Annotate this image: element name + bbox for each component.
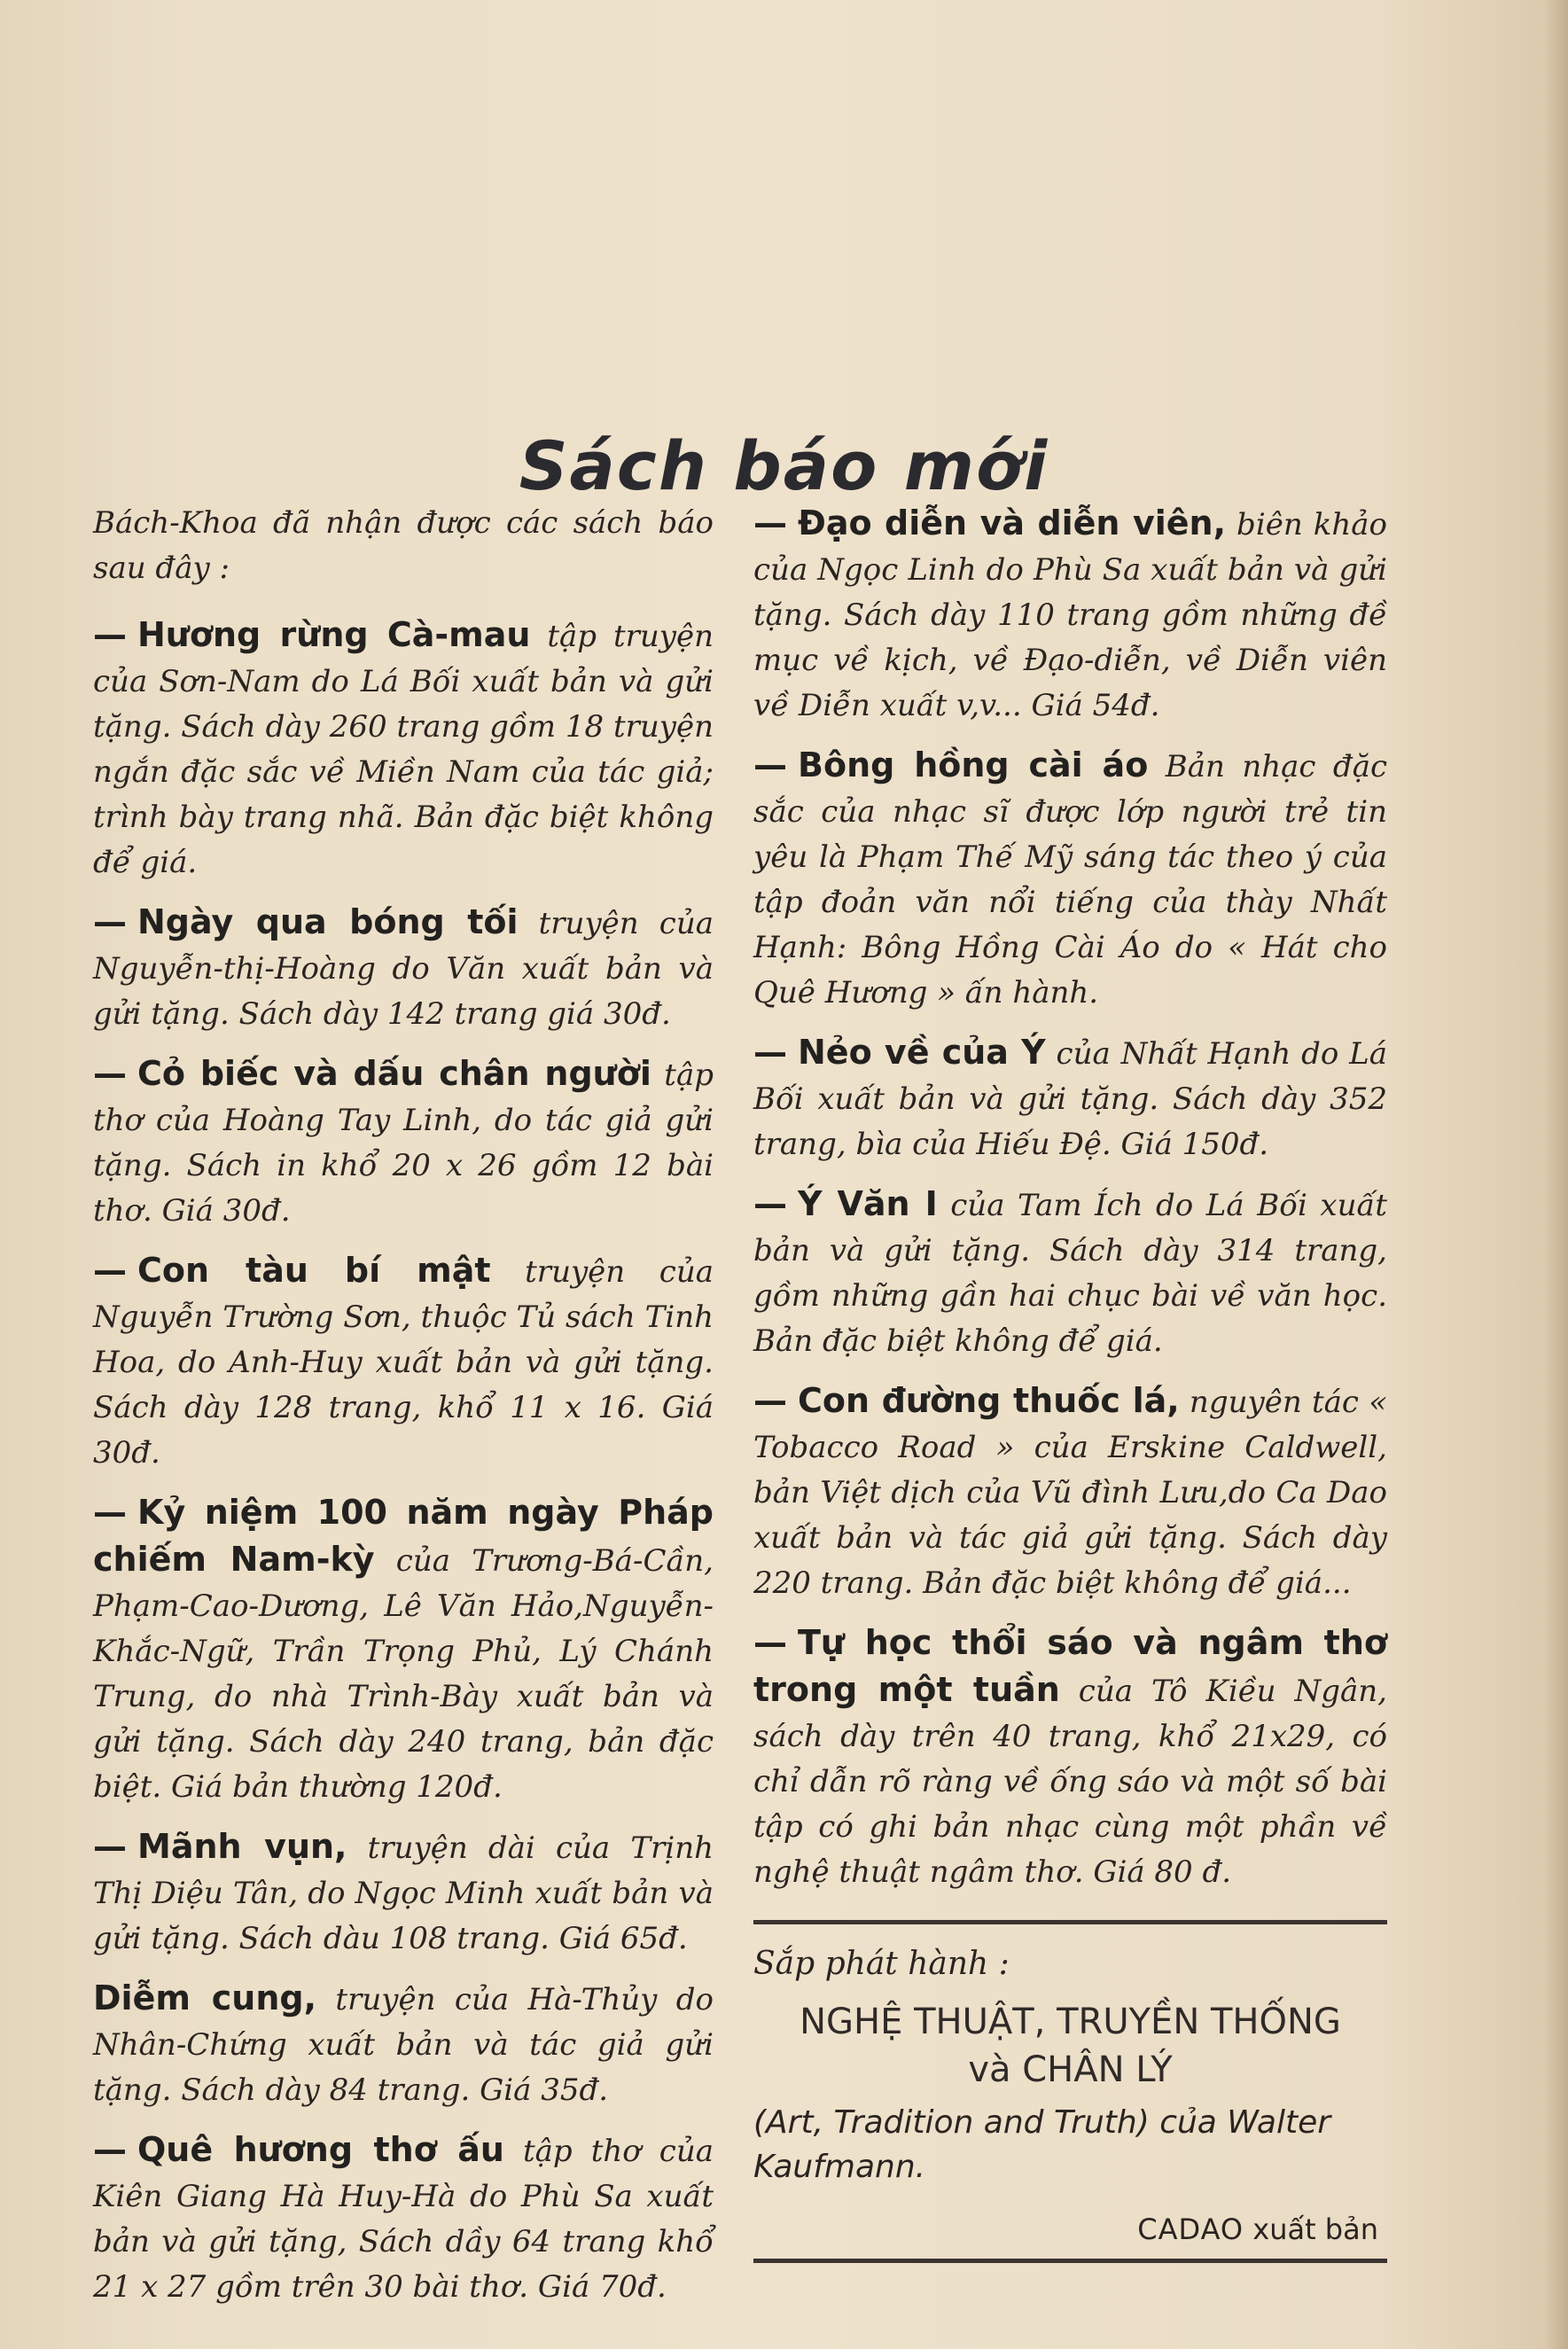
book-entry <box>93 1248 714 1476</box>
left-column <box>93 501 714 2324</box>
book-entry <box>93 2127 714 2310</box>
entry-dash: — <box>753 1033 787 1072</box>
book-entry <box>93 1490 714 1810</box>
entry-dash: — <box>93 615 127 654</box>
intro-text: Bách-Khoa đã nhận được các sách báo sau đây : <box>93 505 714 586</box>
book-description: truyện của Nguyễn Trường Sơn, thuộc Tủ sách Tinh Hoa, do Anh-Huy xuất bản và gửi tặng. Sách dày 128 trang, khổ 11 x 16. Giá 30đ. <box>93 1254 714 1471</box>
book-title: Kỷ niệm 100 năm ngày Pháp chiếm Nam-kỳ <box>93 1493 714 1579</box>
upcoming-english-title: (Art, Tradition and Truth) của Walter Kaufmann. <box>753 2104 1331 2185</box>
book-entry-text <box>93 613 714 886</box>
book-entry <box>93 1051 714 1234</box>
upcoming-title-line2: và CHÂN LÝ <box>968 2049 1173 2090</box>
publisher-credit <box>753 2212 1378 2246</box>
book-entry-text <box>753 1030 1387 1167</box>
book-entry-text <box>753 1620 1387 1895</box>
book-entry <box>753 1378 1387 1606</box>
entry-dash: — <box>753 1623 787 1662</box>
book-entry-text <box>93 1976 714 2113</box>
book-title: Hương rừng Cà-mau <box>137 615 531 654</box>
right-column <box>753 501 1387 2263</box>
upcoming-label: Sắp phát hành : <box>753 1946 1010 1982</box>
book-entry-text <box>93 1824 714 1962</box>
book-description: truyện dài của Trịnh Thị Diệu Tân, do Ngọc Minh xuất bản và gửi tặng. Sách dàu 108 trang. Giá 65đ. <box>93 1830 714 1956</box>
divider-rule <box>753 1920 1387 1924</box>
book-entry-text <box>753 1378 1387 1606</box>
entry-dash: — <box>753 1184 787 1223</box>
entry-dash: — <box>93 1251 127 1290</box>
publisher-suffix: xuất bản <box>1244 2212 1378 2246</box>
page-title: Sách báo mới <box>519 425 1049 505</box>
book-entry <box>93 1824 714 1962</box>
entry-dash: — <box>93 1827 127 1866</box>
book-title: Quê hương thơ ấu <box>137 2130 504 2169</box>
entry-dash: — <box>753 745 787 784</box>
book-entry-text <box>753 1182 1387 1364</box>
book-entry <box>93 613 714 886</box>
book-entry <box>753 1030 1387 1167</box>
entry-dash: — <box>753 1381 787 1420</box>
book-description: của Nhất Hạnh do Lá Bối xuất bản và gửi tặng. Sách dày 352 trang, bìa của Hiếu Đệ. Giá 150đ. <box>753 1036 1387 1162</box>
book-entry-text <box>753 501 1387 729</box>
book-title: Nẻo về của Ý <box>798 1033 1046 1072</box>
book-title: Diễm cung, <box>93 1978 317 2017</box>
book-title: Con đường thuốc lá, <box>798 1381 1180 1420</box>
upcoming-section <box>753 1946 1387 2263</box>
upcoming-title-line1: NGHỆ THUẬT, TRUYỀN THỐNG <box>800 2002 1341 2042</box>
entry-dash: — <box>93 2130 127 2169</box>
book-description: của Tô Kiều Ngân, sách dày trên 40 trang, khổ 21x29, có chỉ dẫn rõ ràng về ống sáo và một số bài tập có ghi bản nhạc cùng một phần về nghệ thuật ngâm thơ. Giá 80 đ. <box>753 1674 1387 1890</box>
book-description: tập thơ của Hoàng Tay Linh, do tác giả gửi tặng. Sách in khổ 20 x 26 gồm 12 bài thơ. Giá 30đ. <box>93 1057 714 1229</box>
book-title: Ý Văn I <box>798 1184 938 1223</box>
left-entry-list <box>93 613 714 2310</box>
book-title: Cỏ biếc và dấu chân người <box>137 1054 651 1093</box>
book-entry <box>753 743 1387 1016</box>
book-description: truyện của Nguyễn-thị-Hoàng do Văn xuất bản và gửi tặng. Sách dày 142 trang giá 30đ. <box>93 906 714 1032</box>
entry-dash: — <box>753 503 787 542</box>
book-entry-text <box>93 900 714 1037</box>
book-description: tập thơ của Kiên Giang Hà Huy-Hà do Phù Sa xuất bản và gửi tặng, Sách dầy 64 trang khổ 21 x 27 gồm trên 30 bài thơ. Giá 70đ. <box>93 2134 714 2305</box>
book-entry-text <box>93 2127 714 2310</box>
book-entry-text <box>93 1490 714 1810</box>
book-description: nguyên tác « Tobacco Road » của Erskine Caldwell, bản Việt dịch của Vũ đình Lưu,do Ca Dao xuất bản và tác giả gửi tặng. Sách dày 220 trang. Bản đặc biệt không để giá... <box>753 1385 1387 1601</box>
book-entry-text <box>93 1051 714 1234</box>
book-description: của Trương-Bá-Cần, Phạm-Cao-Dương, Lê Văn Hảo,Nguyễn-Khắc-Ngữ, Trần Trọng Phủ, Lý Chánh Trung, do nhà Trình-Bày xuất bản và gửi tặng. Sách dày 240 trang, bản đặc biệt. Giá bản thường 120đ. <box>93 1543 714 1805</box>
book-entry <box>753 1620 1387 1895</box>
entry-dash: — <box>93 1493 127 1532</box>
book-entry <box>753 501 1387 729</box>
book-title: Mãnh vụn, <box>137 1827 347 1866</box>
page-edge-shadow <box>1543 0 1568 2349</box>
book-description: truyện của Hà-Thủy do Nhân-Chứng xuất bản và tác giả gửi tặng. Sách dày 84 trang. Giá 35đ. <box>93 1982 714 2108</box>
book-entry <box>753 1182 1387 1364</box>
book-entry <box>93 900 714 1037</box>
right-entry-list <box>753 501 1387 1895</box>
book-title: Tự học thổi sáo và ngâm thơ trong một tuần <box>753 1623 1387 1709</box>
book-title: Ngày qua bóng tối <box>137 902 519 941</box>
book-description: tập truyện của Sơn-Nam do Lá Bối xuất bản và gửi tặng. Sách dày 260 trang gồm 18 truyện ngắn đặc sắc về Miền Nam của tác giả; trình bày trang nhã. Bản đặc biệt không để giá. <box>93 619 714 880</box>
entry-dash: — <box>93 902 127 941</box>
book-description: biên khảo của Ngọc Linh do Phù Sa xuất bản và gửi tặng. Sách dày 110 trang gồm những đề mục về kịch, về Đạo-diễn, về Diễn viên về Diễn xuất v,v... Giá 54đ. <box>753 507 1387 723</box>
book-entry <box>93 1976 714 2113</box>
book-entry-text <box>93 1248 714 1476</box>
book-title: Con tàu bí mật <box>137 1251 491 1290</box>
book-description: của Tam Ích do Lá Bối xuất bản và gửi tặng. Sách dày 314 trang, gồm những gần hai chục bài về văn học. Bản đặc biệt không để giá. <box>753 1188 1387 1359</box>
book-description: Bản nhạc đặc sắc của nhạc sĩ được lớp người trẻ tin yêu là Phạm Thế Mỹ sáng tác theo ý của tập đoản văn nổi tiếng của thày Nhất Hạnh: Bông Hồng Cài Áo do « Hát cho Quê Hương » ấn hành. <box>753 749 1388 1011</box>
book-entry-text <box>753 743 1387 1016</box>
book-title: Đạo diễn và diễn viên, <box>798 503 1227 542</box>
book-title: Bông hồng cài áo <box>798 745 1149 784</box>
publisher-name: CADAO <box>1137 2212 1244 2246</box>
entry-dash: — <box>93 1054 127 1093</box>
bottom-rule <box>753 2259 1387 2263</box>
